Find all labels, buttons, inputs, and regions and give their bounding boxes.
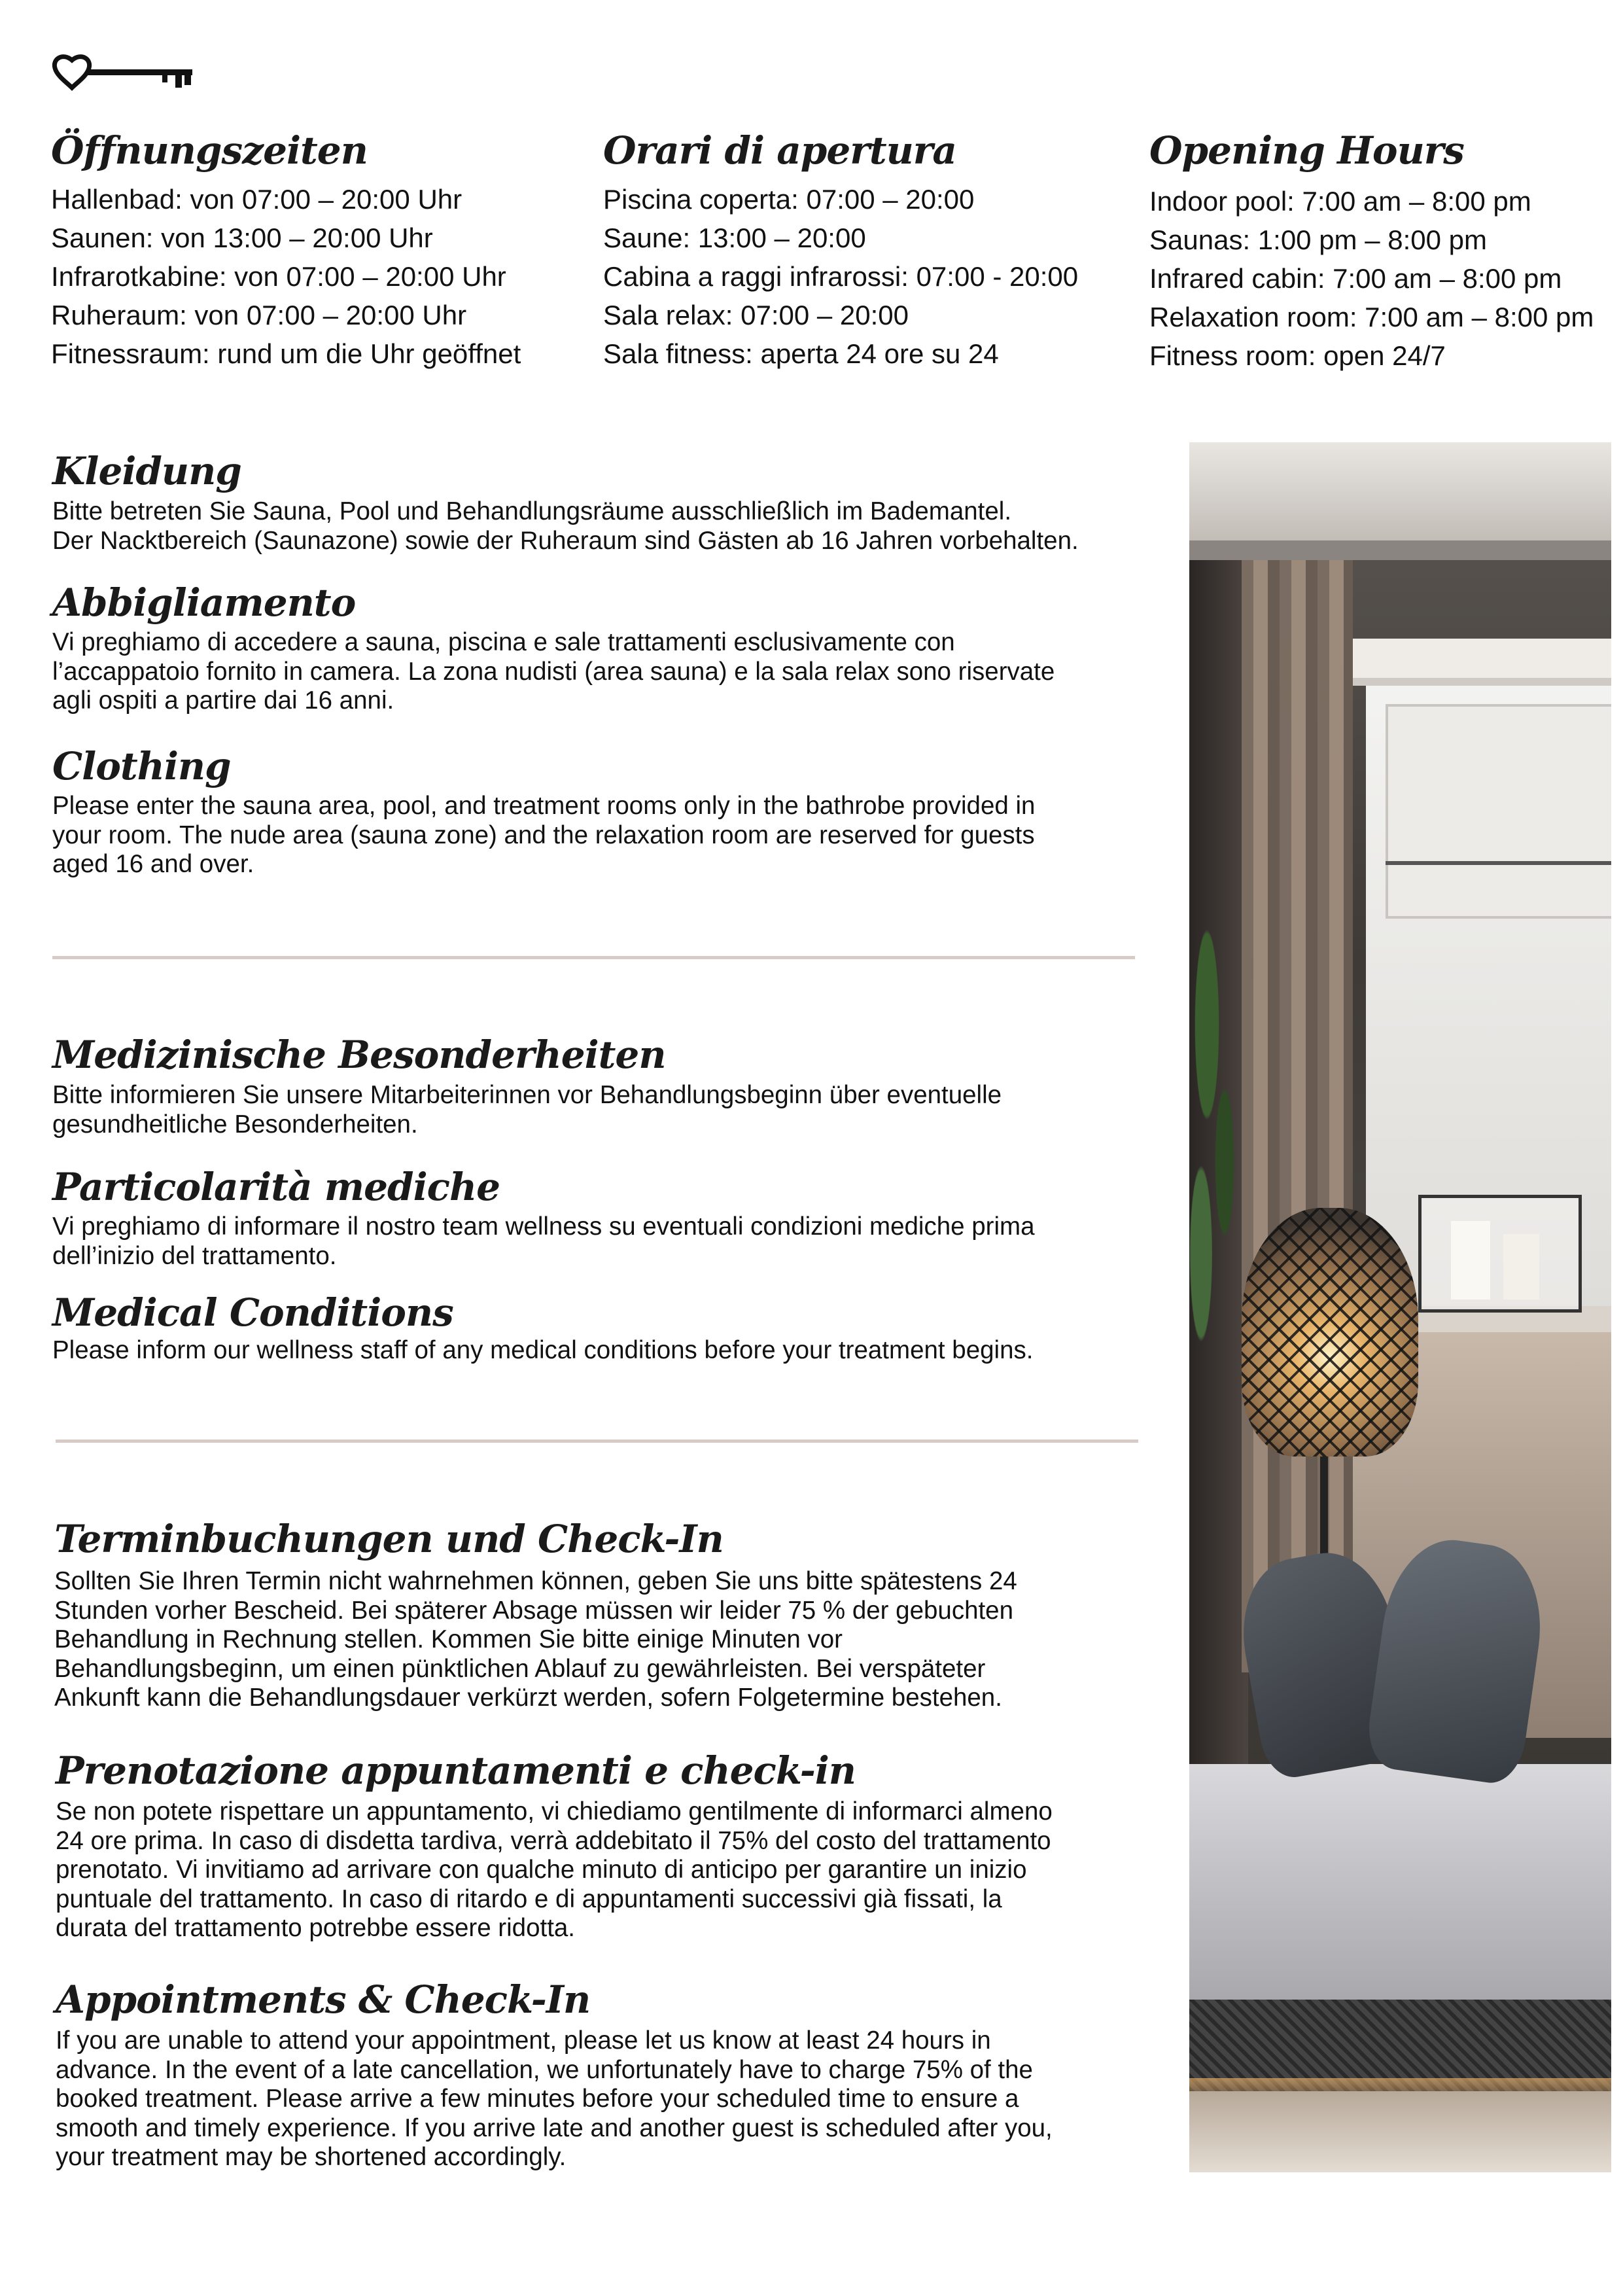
- photo-window-frame: [1353, 639, 1611, 686]
- relaxation-room-photo: [1189, 442, 1611, 2172]
- photo-beam: [1189, 540, 1611, 560]
- section-text-line: Bitte informieren Sie unsere Mitarbeiterinnen vor Behandlungsbeginn über eventuelle: [52, 1081, 1002, 1109]
- hours-en-line: Fitness room: open 24/7: [1149, 340, 1446, 371]
- section-text-line: Vi preghiamo di accedere a sauna, piscina e sale trattamenti esclusivamente con: [52, 628, 955, 656]
- hours-it-line: Sala relax: 07:00 – 20:00: [603, 300, 909, 330]
- hours-it-column: [603, 121, 1126, 373]
- photo-candle-box: [1418, 1195, 1582, 1313]
- divider: [56, 1439, 1138, 1443]
- section-text-line: your treatment may be shortened accordingly.: [56, 2143, 567, 2171]
- section-clothing-de: [52, 445, 1178, 556]
- section-text-line: Vi preghiamo di informare il nostro team wellness su eventuali condizioni mediche prima: [52, 1212, 1035, 1241]
- key-icon: [51, 54, 196, 96]
- section-appointments-de: [54, 1511, 1179, 1713]
- section-text-line: dell’inizio del trattamento.: [52, 1241, 337, 1270]
- section-text-line: Please enter the sauna area, pool, and treatment rooms only in the bathrobe provided in: [52, 792, 1036, 820]
- section-text-line: 24 ore prima. In caso di disdetta tardiva, verrà addebitato il 75% del costo del trattamento: [56, 1826, 1051, 1855]
- hours-de-column: [51, 121, 561, 373]
- hours-en-column: [1149, 121, 1607, 375]
- hours-de-line: Ruheraum: von 07:00 – 20:00 Uhr: [51, 300, 467, 330]
- photo-candle: [1503, 1234, 1539, 1299]
- section-title: Particolarità mediche: [52, 1165, 500, 1209]
- section-text-line: Se non potete rispettare un appuntamento, vi chiediamo gentilmente di informarci almeno: [56, 1797, 1053, 1826]
- section-text-line: durata del trattamento potrebbe essere ridotta.: [56, 1914, 576, 1942]
- hours-de-line: Infrarotkabine: von 07:00 – 20:00 Uhr: [51, 261, 506, 292]
- photo-floor: [1189, 2091, 1611, 2172]
- section-text-line: Stunden vorher Bescheid. Bei späterer Absage müssen wir leider 75 % der gebuchten: [54, 1596, 1014, 1625]
- section-text-line: prenotato. Vi invitiamo ad arrivare con qualche minuto di anticipo per garantire un inizio: [56, 1856, 1027, 1884]
- hours-it-list: [603, 180, 1126, 373]
- section-text-line: advance. In the event of a late cancellation, we unfortunately have to charge 75% of the: [56, 2055, 1033, 2084]
- divider: [52, 956, 1135, 959]
- section-text-line: Ankunft kann die Behandlungsdauer verkürzt werden, sofern Folgetermine bestehen.: [54, 1684, 1002, 1712]
- section-text-line: booked treatment. Please arrive a few minutes before your scheduled time to ensure a: [56, 2085, 1019, 2113]
- section-medical-it: [52, 1161, 1178, 1271]
- photo-lamp: [1242, 1208, 1418, 1457]
- section-appointments-en: [56, 1973, 1181, 2172]
- section-clothing-en: [52, 741, 1178, 879]
- section-text-line: puntuale del trattamento. In caso di ritardo e di appuntamenti successivi già fissati, la: [56, 1884, 1002, 1913]
- section-title: Terminbuchungen und Check-In: [54, 1517, 724, 1561]
- photo-candle: [1451, 1221, 1490, 1299]
- hours-de-line: Hallenbad: von 07:00 – 20:00 Uhr: [51, 184, 462, 215]
- photo-ceiling: [1189, 442, 1611, 554]
- hours-it-line: Cabina a raggi infrarossi: 07:00 - 20:00: [603, 261, 1079, 292]
- section-appointments-it: [56, 1744, 1181, 1943]
- section-clothing-it: [52, 577, 1178, 716]
- hours-it-line: Piscina coperta: 07:00 – 20:00: [603, 184, 975, 215]
- section-medical-de: [52, 1029, 1178, 1139]
- section-title: Clothing: [52, 744, 231, 788]
- section-title: Abbigliamento: [52, 580, 356, 625]
- section-title: Prenotazione appuntamenti e check-in: [56, 1748, 856, 1793]
- section-text-line: smooth and timely experience. If you arrive late and another guest is scheduled after you,: [56, 2113, 1053, 2142]
- section-text-line: agli ospiti a partire dai 16 anni.: [52, 686, 394, 715]
- hours-en-line: Infrared cabin: 7:00 am – 8:00 pm: [1149, 263, 1562, 294]
- hours-en-list: [1149, 182, 1607, 375]
- photo-lounger: [1189, 1764, 1611, 2000]
- hours-en-line: Saunas: 1:00 pm – 8:00 pm: [1149, 224, 1487, 255]
- hours-en-line: Relaxation room: 7:00 am – 8:00 pm: [1149, 302, 1594, 332]
- section-text-line: aged 16 and over.: [52, 850, 254, 878]
- hours-en-title: Opening Hours: [1149, 128, 1464, 173]
- hours-it-line: Sala fitness: aperta 24 ore su 24: [603, 338, 999, 369]
- section-title: Appointments & Check-In: [56, 1977, 591, 2022]
- section-text-line: If you are unable to attend your appointment, please let us know at least 24 hours in: [56, 2026, 991, 2055]
- section-text-line: Behandlung in Rechnung stellen. Kommen Sie bitte einige Minuten vor: [54, 1625, 843, 1653]
- photo-plant: [1189, 887, 1248, 1345]
- hours-it-title: Orari di apertura: [603, 128, 956, 173]
- section-title: Kleidung: [52, 449, 241, 493]
- hours-de-line: Fitnessraum: rund um die Uhr geöffnet: [51, 338, 521, 369]
- photo-curtain: [1242, 560, 1353, 1672]
- section-text-line: Please inform our wellness staff of any medical conditions before your treatment begins.: [52, 1336, 1034, 1364]
- section-text-line: l’accappatoio fornito in camera. La zona nudisti (area sauna) e la sala relax sono riservate: [52, 657, 1055, 686]
- photo-lounger-base: [1189, 2000, 1611, 2091]
- section-text-line: Bitte betreten Sie Sauna, Pool und Behandlungsräume ausschließlich im Bademantel.: [52, 497, 1012, 525]
- hours-it-line: Saune: 13:00 – 20:00: [603, 222, 866, 253]
- section-text-line: Behandlungsbeginn, um einen pünktlichen Ablauf zu gewährleisten. Bei verspäteter: [54, 1654, 986, 1683]
- section-text-line: gesundheitliche Besonderheiten.: [52, 1110, 418, 1139]
- hours-de-list: [51, 180, 561, 373]
- hours-en-line: Indoor pool: 7:00 am – 8:00 pm: [1149, 186, 1531, 217]
- section-title: Medical Conditions: [52, 1290, 453, 1335]
- section-title: Medizinische Besonderheiten: [52, 1033, 666, 1077]
- section-text-line: Sollten Sie Ihren Termin nicht wahrnehmen können, geben Sie uns bitte spätestens 24: [54, 1567, 1017, 1595]
- section-medical-en: [52, 1289, 1178, 1366]
- hours-de-line: Saunen: von 13:00 – 20:00 Uhr: [51, 222, 433, 253]
- hours-de-title: Öffnungszeiten: [51, 128, 368, 173]
- photo-building: [1386, 704, 1611, 919]
- section-text-line: Der Nacktbereich (Saunazone) sowie der Ruheraum sind Gästen ab 16 Jahren vorbehalten.: [52, 526, 1079, 555]
- photo-railing: [1386, 861, 1611, 865]
- section-text-line: your room. The nude area (sauna zone) and the relaxation room are reserved for guests: [52, 821, 1035, 849]
